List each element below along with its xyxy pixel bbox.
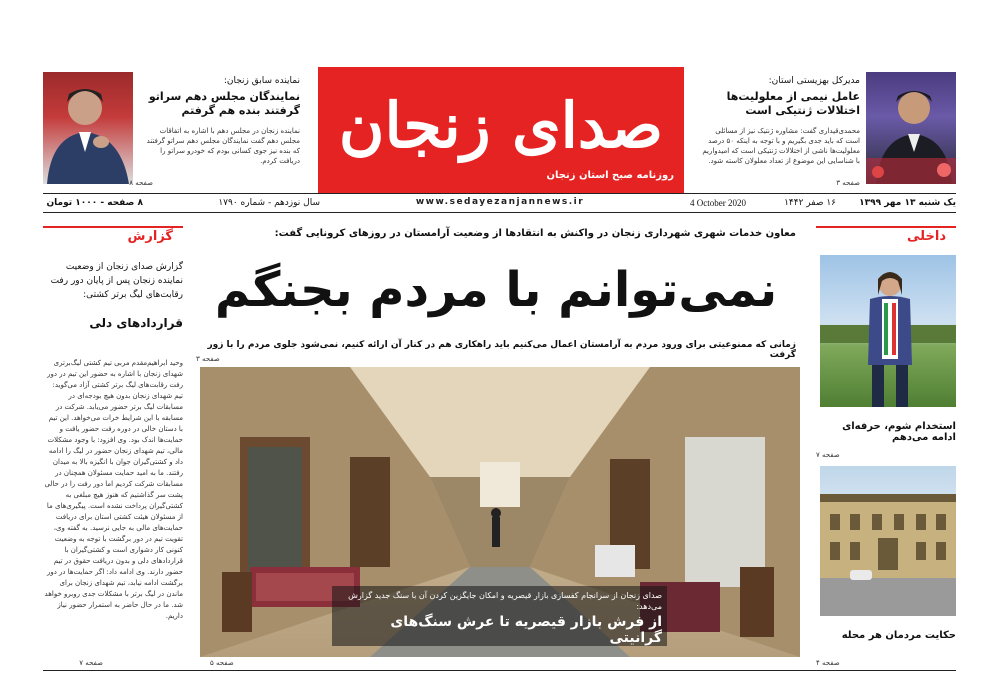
masthead-website: www.sedayezanjannews.ir: [415, 197, 585, 207]
top-left-kicker: نماینده سابق زنجان:: [223, 76, 300, 86]
dateline-gregorian-date: 4 October 2020: [690, 198, 746, 208]
left-headline[interactable]: قراردادهای دلی: [89, 316, 183, 330]
main-headline[interactable]: نمی‌توانم با مردم بجنگم: [214, 262, 778, 318]
dateline-persian-date: یک شنبه ۱۳ مهر ۱۳۹۹: [859, 198, 956, 208]
right-story2-photo: [820, 466, 956, 616]
right-story1-headline[interactable]: استخدام شوم، حرفه‌ای ادامه می‌دهم: [842, 421, 956, 443]
right-story1-page: صفحه ۷: [816, 451, 840, 459]
dateline-hijri-date: ۱۶ صفر ۱۴۴۲: [784, 198, 836, 208]
dateline-top-rule: [43, 193, 956, 194]
left-page-ref: صفحه ۷: [79, 659, 103, 667]
left-teaser-head: گزارش صدای زنجان از وضعیت نماینده زنجان پس از پایان دور رفت رقابت‌های لیگ برتر کشتی:: [50, 262, 183, 300]
right-story2-headline[interactable]: حکایت مردمان هر محله: [841, 630, 956, 641]
top-right-page-ref: صفحه ۳: [836, 179, 860, 187]
right-story2-page: صفحه ۴: [816, 659, 840, 667]
left-body: وحید ابراهیم‌مقدم مربی تیم کشتی لیگ‌برتری شهدای زنجان با اشاره به حضور این تیم در دور رفت رقابت‌های لیگ برتر کشتی آزاد می‌گوید: تیم شهدای زنجان بدون هیچ بودجه‌ای در مسابقات لیگ برتر حضور می‌یابد. شرکت در مسابقه با این شرایط خرات می‌خواهد. این تیم با دستان خالی در دوره رفت حضور یافت و حمایت‌ها اندک بود. وی افزود: با وجود مشکلات مالی، تیم شهدای زنجان حضور در لیگ را ادامه داد و کشتی‌گیران جوان با انگیزه بالا به میدان رفتند. ما به امید حمایت مسئولان همچنان در مسابقات شرکت کردیم اما دور رفت را در حالی پشت سر گذاشتیم که هنوز هیچ مبلغی به کشتی‌گیران پرداخت نشده است. پیگیری‌های ما از مسئولان هیئت کشتی استان برای دریافت حمایت‌های مالی به جایی نرسید. به گفته وی، تقویت تیم در دور برگشت با توجه به وضعیت کنونی کار دشواری است و کشتی‌گیران با قراردادهای دلی و بدون دریافت حقوق در تیم حضور دارند. وی ادامه داد: اگر حمایت‌ها در دور برگشت ادامه نیابد، تیم شهدای زنجان برای ماندن در لیگ برتر با مشکلات جدی روبرو خواهد شد. ما در حال حاضر به استمرار حضور نیاز داریم.: [44, 359, 183, 620]
right-section-label[interactable]: داخلی: [907, 229, 946, 244]
dateline-year-issue: سال نوزدهم - شماره ۱۷۹۰: [218, 198, 320, 208]
top-right-kicker: مدیرکل بهزیستی استان:: [768, 76, 860, 86]
top-left-body: نماینده زنجان در مجلس دهم با اشاره به اتفاقات مجلس دهم گفت نمایندگان مجلس دهم سراتو گرفتند که بنده نیز جوی کسانی بودم که خودرو سراتو را دریافت کردم.: [146, 127, 300, 165]
photo-caption-intro: صدای زنجان از سرانجام کفسازی بازار قیصریه و امکان جایگزین کردن آن با سنگ جدید گزارش می‌دهد:: [348, 591, 662, 611]
top-right-body: محمدی‌قیداری گفت: مشاوره ژنتیک نیز از مسائلی است که باید جدی بگیریم و با توجه به اینکه ۵۰ درصد معلولیت‌ها ناشی از اختلالات ژنتیکی است که امیدواریم با شناسایی این موضوع از تعداد معلولان کاسته شود.: [702, 127, 860, 165]
masthead: [318, 67, 684, 194]
left-section-label[interactable]: گزارش: [127, 229, 173, 244]
dateline-pages-price: ۸ صفحه - ۱۰۰۰ تومان: [46, 198, 143, 208]
right-story1-photo: [820, 255, 956, 407]
top-left-headline[interactable]: نمایندگان مجلس دهم سراتو گرفتند بنده هم گرفتم: [148, 90, 300, 117]
page-bottom-rule: [43, 670, 956, 671]
main-kicker: معاون خدمات شهری شهرداری زنجان در واکنش به انتقادها از وضعیت آرامستان در روزهای کرونایی گفت:: [274, 228, 796, 239]
top-right-portrait: [866, 72, 956, 184]
dateline-bottom-rule: [43, 212, 956, 213]
photo-page-ref: صفحه ۵: [210, 659, 234, 667]
masthead-subtitle: روزنامه صبح استان زنجان: [546, 170, 674, 181]
top-left-portrait: [43, 72, 133, 184]
photo-caption-headline[interactable]: از فرش بازار قیصریه تا عرش سنگ‌های گرانیتی: [390, 614, 662, 646]
top-left-page-ref: صفحه ۸: [129, 179, 153, 187]
main-page-ref: صفحه ۳: [196, 355, 220, 363]
top-right-headline[interactable]: عامل نیمی از معلولیت‌ها اختلالات ژنتیکی است: [726, 90, 860, 117]
main-lead: زمانی که ممنوعیتی برای ورود مردم به آرامستان اعمال می‌کنیم باید راهکاری هم در کنار آن ارائه کنیم، نمی‌شود جلوی مردم را با زور گرفت: [207, 340, 796, 360]
masthead-title: صدای زنجان: [338, 89, 664, 162]
